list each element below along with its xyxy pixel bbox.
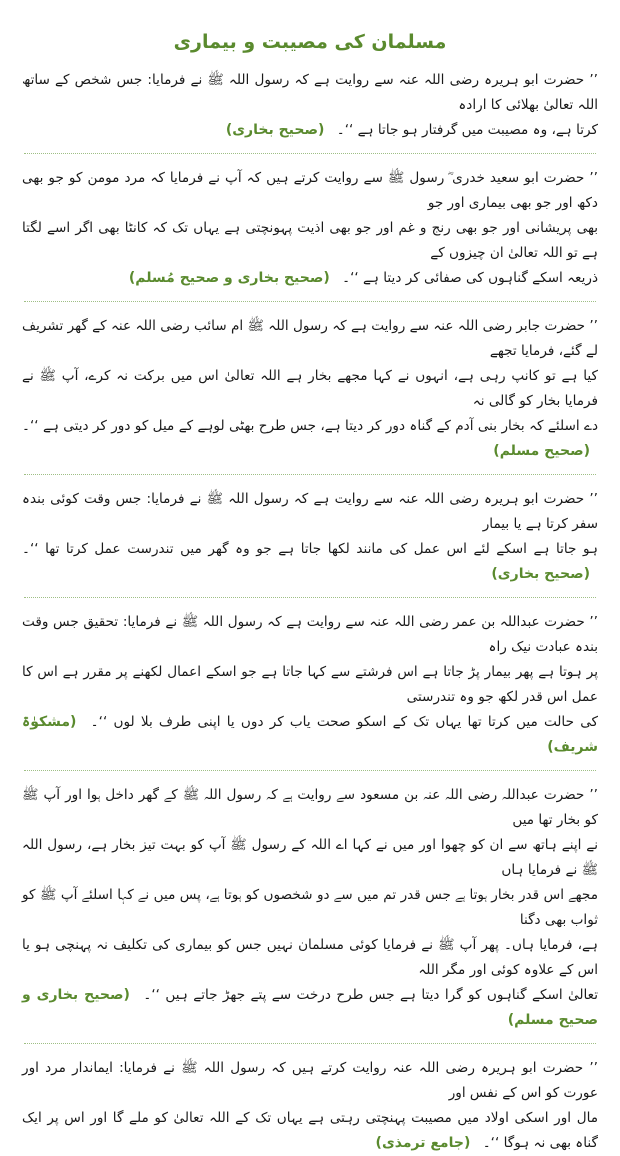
hadith-4 [22,487,598,587]
hadith-1 [22,68,598,143]
divider [24,474,596,475]
hadith-line: بھی پریشانی اور جو بھی رنج و غم اور جو بھی اذیت پہونچتی ہے یہاں تک کہ کانٹا بھی اگر اسے لگتا ہے تو اللہ تعالیٰ ان چیزوں کے [22,220,598,261]
page-title: مسلمان کی مصیبت و بیماری [173,31,447,53]
hadith-line: ذریعہ اسکے گناہوں کی صفائی کر دیتا ہے ‘‘۔ [342,270,598,286]
hadith-text [22,314,598,464]
hadith-6 [22,783,598,1033]
hadith-line: ’’ حضرت ابو ہریرہ رضی اللہ عنہ روایت کرتے ہیں کہ رسول اللہ ﷺ نے فرمایا: ایماندار مرد اور عورت کو اس کے نفس اور [22,1060,598,1101]
hadith-line: پر ہوتا ہے پھر بیمار پڑ جاتا ہے اس فرشتے سے کہا جاتا ہے جو اسکے اعمال لکھنے پر مقرر ہے اس کا عمل اس قدر لکھ جو وہ تندرستی [22,664,598,705]
hadith-reference: (جامع ترمذی) [375,1135,471,1151]
hadith-5 [22,610,598,760]
hadith-line: ’’ حضرت عبداللہ رضی اللہ عنہ بن مسعود سے روایت ہے کہ رسول اللہ ﷺ کے گھر داخل ہوا اور آپ ﷺ کو بخار تھا میں [22,787,598,828]
hadith-reference: (صحیح بخاری) [225,122,325,138]
hadith-text [22,68,598,143]
hadith-reference: (صحیح بخاری و صحیح مُسلم) [128,270,330,286]
hadith-3 [22,314,598,464]
hadith-2 [22,166,598,291]
hadith-line: ’’ حضرت ابو ہریرہ رضی اللہ عنہ سے روایت ہے کہ رسول اللہ ﷺ نے فرمایا: جس وقت کوئی بندہ سفر کرتا ہے یا بیمار [22,491,598,532]
hadith-line: مجھے اس قدر بخار ہوتا ہے جس قدر تم میں سے دو شخصوں کو ہوتا ہے، پس میں نے کہا اسلئے آپ ﷺ کو ثواب بھی دگنا [22,887,598,928]
hadith-reference: (صحیح بخاری و صحیح مسلم) [22,987,598,1028]
hadith-line: کرتا ہے، وہ مصیبت میں گرفتار ہو جاتا ہے ‘‘۔ [336,122,598,138]
divider [24,1043,596,1044]
hadith-line: ہے، فرمایا ہاں۔ پھر آپ ﷺ نے فرمایا کوئی مسلمان نہیں جس کو بیماری کی تکلیف نہ پہنچی ہو یا اس کے علاوہ کوئی اور مگر اللہ [22,937,598,978]
hadith-7 [22,1056,598,1156]
hadith-reference: (صحیح مسلم) [493,443,590,459]
hadith-text [22,487,598,587]
divider [24,597,596,598]
hadith-text [22,166,598,291]
hadith-reference: (صحیح بخاری) [491,566,590,582]
hadith-reference: (مشکوٰۃ شریف) [22,714,598,755]
hadith-text [22,610,598,760]
hadith-line: کیا ہے تو کانپ رہی ہے، انہوں نے کہا مجھے بخار ہے اللہ تعالیٰ اس میں برکت نہ کرے، آپ ﷺ نے فرمایا بخار کو گالی نہ [22,368,598,409]
hadith-line: ’’ حضرت ابو سعید خدری ؓ رسول ﷺ سے روایت کرتے ہیں کہ آپ نے فرمایا کہ مرد مومن کو جو بھی دکھ اور جو بھی بیماری اور جو [22,170,598,211]
divider [24,770,596,771]
hadith-text [22,783,598,1033]
hadith-line: ہو جاتا ہے اسکے لئے اس عمل کی مانند لکھا جاتا ہے جو وہ گھر میں تندرست عمل کرتا تھا ‘‘۔ [22,541,598,557]
hadith-line: ’’ حضرت ابو ہریرہ رضی اللہ عنہ سے روایت ہے کہ رسول اللہ ﷺ نے فرمایا: جس شخص کے ساتھ اللہ تعالیٰ بھلائی کا ارادہ [22,72,598,113]
hadith-line: نے اپنے ہاتھ سے ان کو چھوا اور میں نے کہا اے اللہ کے رسول ﷺ آپ کو بہت تیز بخار ہے، رسول اللہ ﷺ نے فرمایا ہاں [22,837,598,878]
divider [24,153,596,154]
divider [24,301,596,302]
hadith-line: مال اور اسکی اولاد میں مصیبت پہنچتی رہتی ہے یہاں تک کے اللہ تعالیٰ کو ملے گا اور اس پر ایک گناہ بھی نہ ہوگا ‘‘۔ [22,1110,598,1151]
hadith-line: کی حالت میں کرتا تھا یہاں تک کے اسکو صحت یاب کر دوں یا اپنی طرف بلا لوں ‘‘۔ [90,714,598,730]
hadith-line: ’’ حضرت جابر رضی اللہ عنہ سے روایت ہے کہ رسول اللہ ﷺ ام سائب رضی اللہ عنہ کے گھر تشریف لے گئے، فرمایا تجھے [22,318,598,359]
hadith-text [22,1056,598,1156]
hadith-line: تعالیٰ اسکے گناہوں کو گرا دیتا ہے جس طرح درخت سے پتے جھڑ جاتے ہیں ‘‘۔ [143,987,598,1003]
hadith-line: دے اسلئے کہ بخار بنی آدم کے گناہ دور کر دیتا ہے، جس طرح بھٹی لوہے کے میل کو دور کر دیتی ہے ‘‘۔ [22,418,598,434]
hadith-line: ’’ حضرت عبداللہ بن عمر رضی اللہ عنہ سے روایت ہے کہ رسول اللہ ﷺ نے فرمایا: تحقیق جس وقت بندہ عبادت نیک راہ [22,614,598,655]
